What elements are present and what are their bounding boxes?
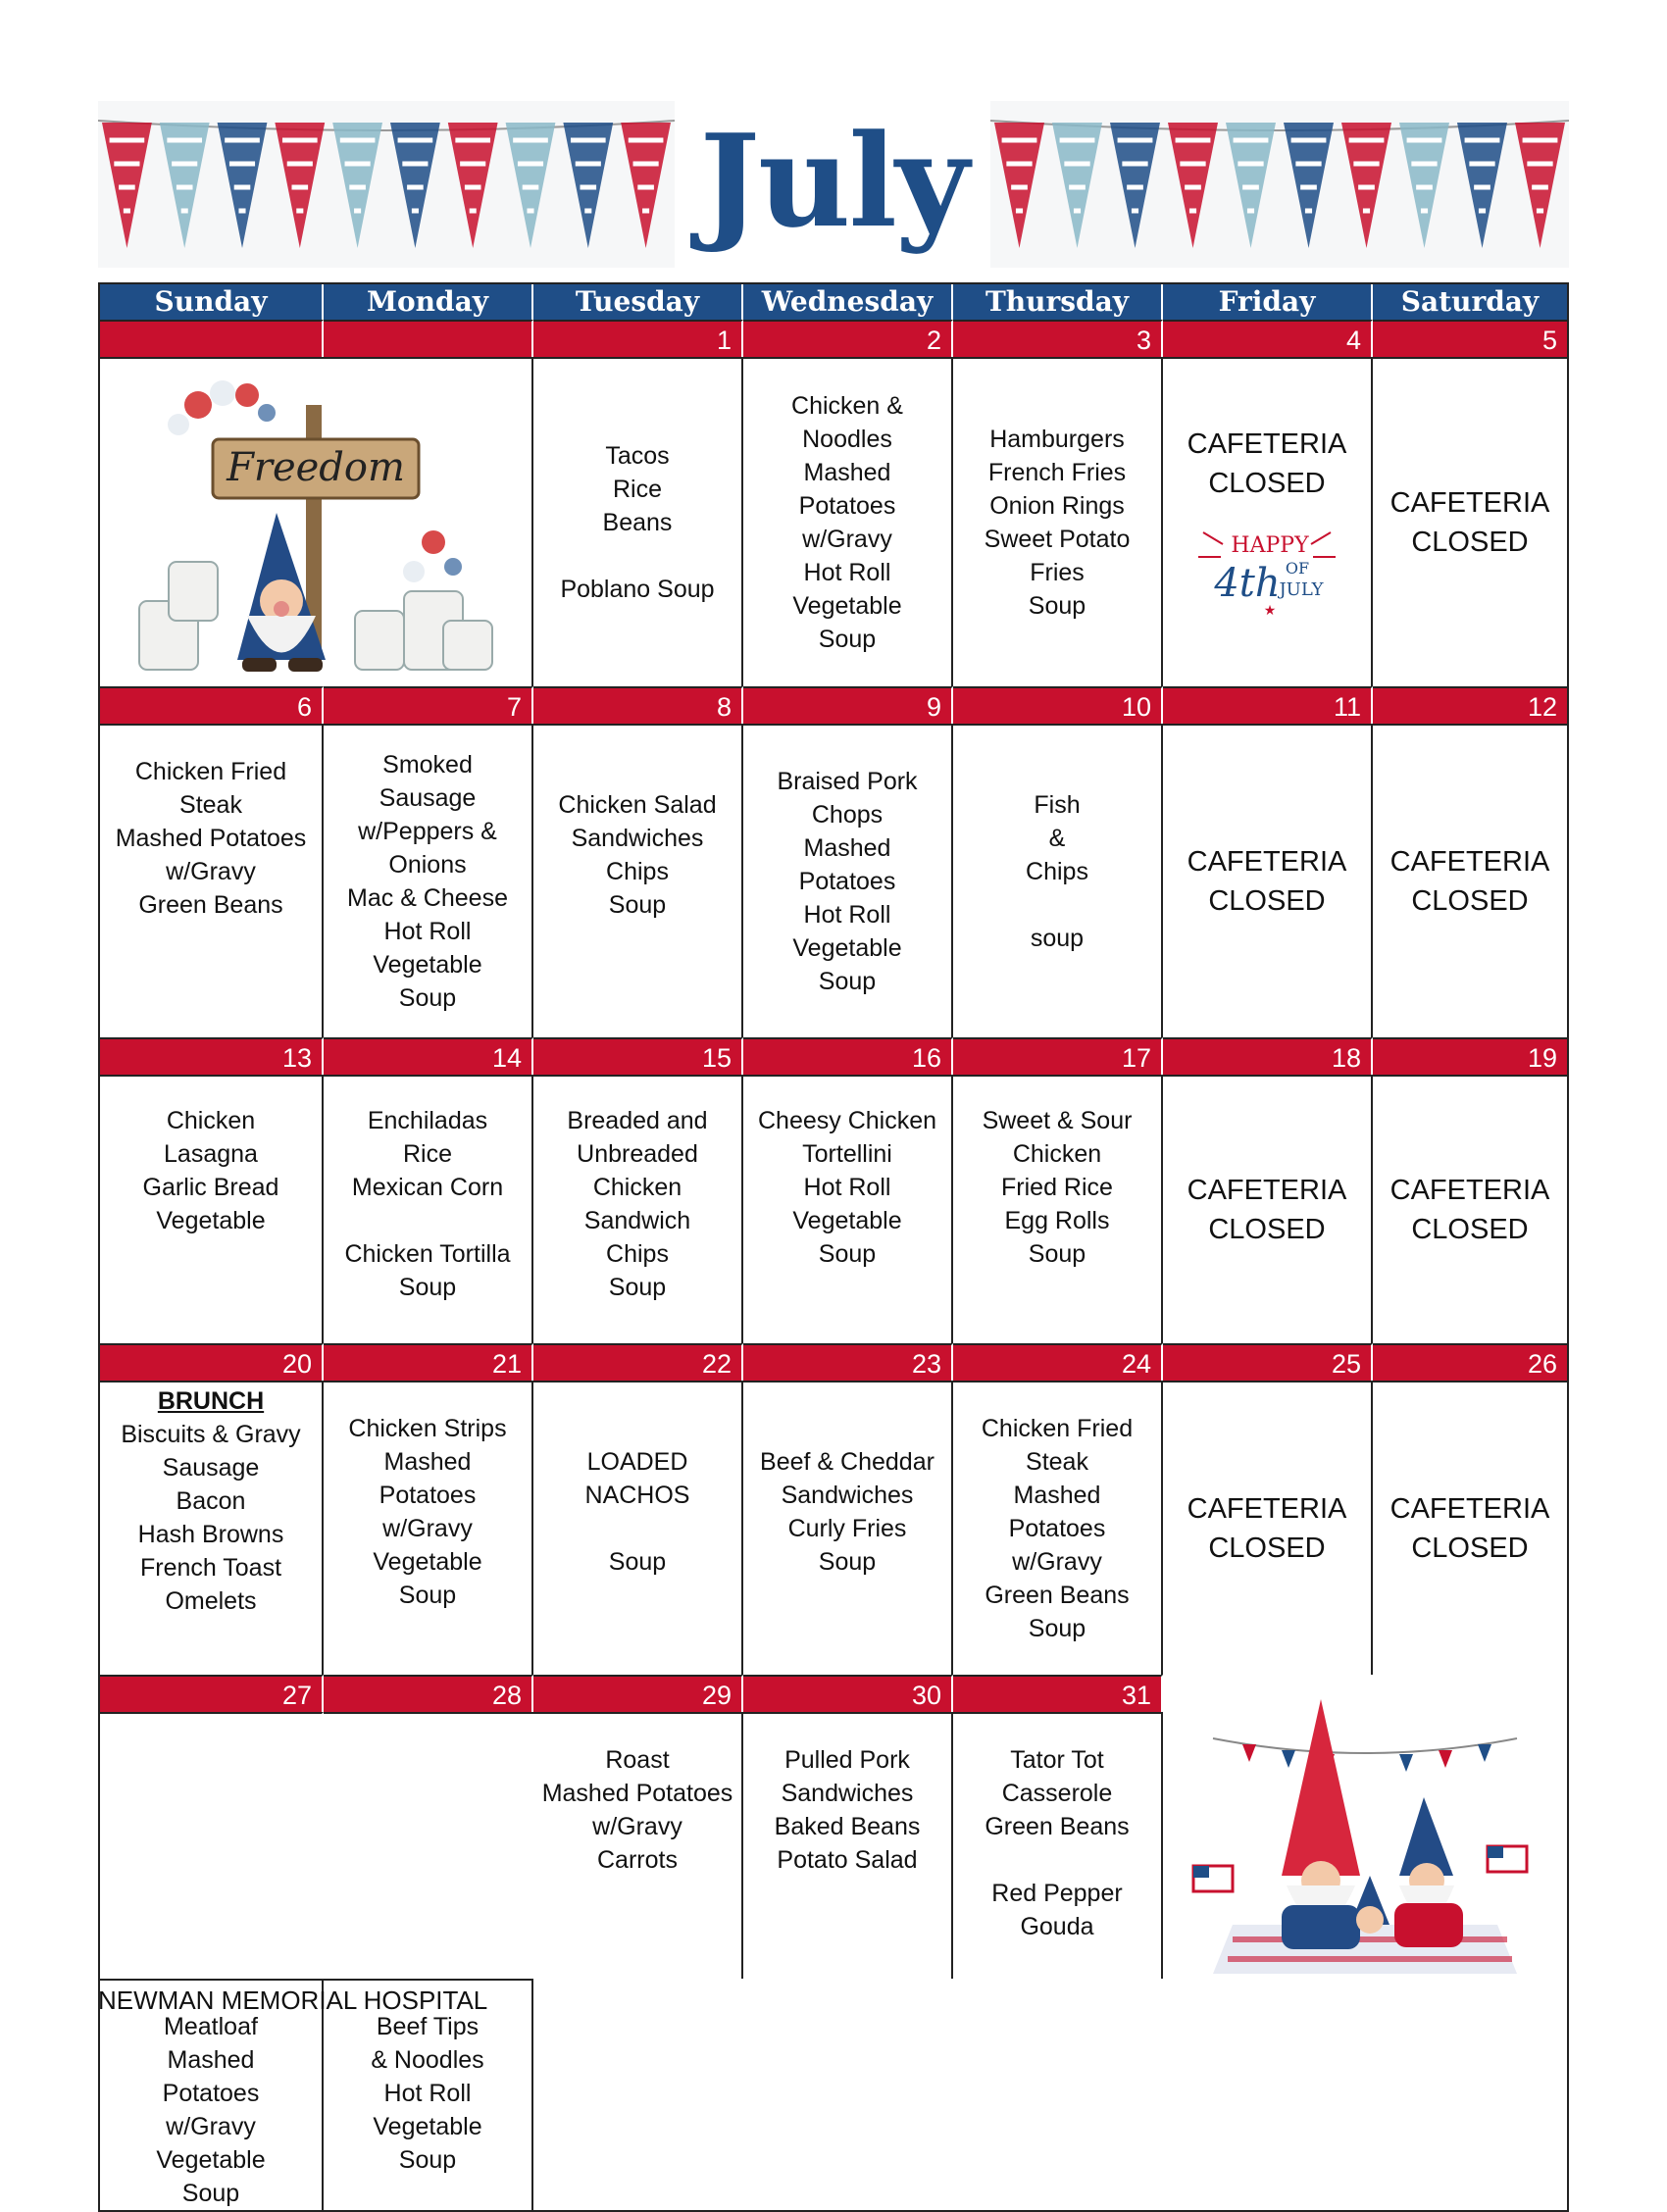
brunch-cell (100, 1381, 324, 1675)
date-number: 2 (743, 320, 953, 357)
date-number: 10 (953, 686, 1163, 724)
menu-cell: LOADED NACHOS Soup (533, 1381, 743, 1675)
menu-cell: Roast Mashed Potatoes w/Gravy Carrots (533, 1712, 743, 1979)
svg-text:4th: 4th (1214, 561, 1281, 606)
closed-cell: CAFETERIA CLOSED (1373, 1381, 1567, 1675)
dow-monday: Monday (324, 284, 533, 320)
freedom-gnome-icon (120, 366, 512, 679)
menu-cell: Beef & Cheddar Sandwiches Curly Fries Soup (743, 1381, 953, 1675)
date-number: 25 (1163, 1343, 1373, 1381)
dow-tuesday: Tuesday (533, 284, 743, 320)
date-number: 14 (324, 1037, 533, 1075)
date-number: 22 (533, 1343, 743, 1381)
menu-cell: Hamburgers French Fries Onion Rings Sweet Potato Fries Soup (953, 357, 1163, 686)
bunting-banner-left (98, 101, 675, 268)
week-row (100, 686, 1567, 1037)
bunting-flags-right-icon (990, 101, 1569, 268)
date-number: 28 (324, 1675, 533, 1712)
freedom-gnome-illustration (100, 357, 533, 686)
menu-cell: Smoked Sausage w/Peppers & Onions Mac & Cheese Hot Roll Vegetable Soup (324, 724, 533, 1037)
week-row (100, 1343, 1567, 1675)
date-number: 13 (100, 1037, 324, 1075)
date-number: 30 (743, 1675, 953, 1712)
menu-cell: Cheesy Chicken Tortellini Hot Roll Vegetable Soup (743, 1075, 953, 1343)
menu-cell: Fish & Chips soup (953, 724, 1163, 1037)
date-number: 17 (953, 1037, 1163, 1075)
freedom-sign-text: Freedom (227, 445, 405, 490)
menu-cell: Braised Pork Chops Mashed Potatoes Hot Roll Vegetable Soup (743, 724, 953, 1037)
date-number: 5 (1373, 320, 1567, 357)
menu-cell: Chicken Fried Steak Mashed Potatoes w/Gravy Green Beans (100, 724, 324, 1037)
closed-cell: CAFETERIA CLOSED (1373, 724, 1567, 1037)
closed-cell (1163, 357, 1373, 686)
date-number: 8 (533, 686, 743, 724)
date-number: 18 (1163, 1037, 1373, 1075)
dow-sunday: Sunday (100, 284, 324, 320)
menu-cell: Pulled Pork Sandwiches Baked Beans Potato Salad (743, 1712, 953, 1979)
closed-cell: CAFETERIA CLOSED (1163, 1075, 1373, 1343)
menu-cell: Enchiladas Rice Mexican Corn Chicken Tortilla Soup (324, 1075, 533, 1343)
date-number: 3 (953, 320, 1163, 357)
date-number: 9 (743, 686, 953, 724)
menu-calendar (98, 282, 1569, 2212)
picnic-gnomes-illustration (1163, 1675, 1567, 1979)
brunch-menu: Biscuits & Gravy Sausage Bacon Hash Browns French Toast Omelets (121, 1421, 301, 1615)
svg-text:OF: OF (1285, 559, 1310, 578)
menu-cell: Chicken Lasagna Garlic Bread Vegetable (100, 1075, 324, 1343)
date-number: 31 (953, 1675, 1163, 1712)
menu-cell: Tator Tot Casserole Green Beans Red Pepper Gouda (953, 1712, 1163, 1979)
date-number: 4 (1163, 320, 1373, 357)
picnic-gnomes-icon (1174, 1680, 1556, 1974)
closed-cell: CAFETERIA CLOSED (1163, 724, 1373, 1037)
date-number: 26 (1373, 1343, 1567, 1381)
week-row (100, 1037, 1567, 1343)
date-number: 12 (1373, 686, 1567, 724)
svg-text:JULY: JULY (1279, 579, 1324, 600)
week-row (100, 1675, 1567, 2210)
closed-cell: CAFETERIA CLOSED (1163, 1381, 1373, 1675)
menu-cell: Chicken & Noodles Mashed Potatoes w/Gravy Hot Roll Vegetable Soup (743, 357, 953, 686)
menu-cell: Sweet & Sour Chicken Fried Rice Egg Rolls Soup (953, 1075, 1163, 1343)
menu-cell: Meatloaf Mashed Potatoes w/Gravy Vegetable Soup (100, 1979, 324, 2210)
happy-4th-of-july-icon (1193, 513, 1340, 621)
date-number: 21 (324, 1343, 533, 1381)
date-number: 27 (100, 1675, 324, 1712)
closed-cell: CAFETERIA CLOSED (1373, 1075, 1567, 1343)
date-number (324, 320, 533, 357)
dow-saturday: Saturday (1400, 285, 1540, 318)
brunch-heading: BRUNCH (157, 1387, 265, 1415)
menu-cell: Chicken Strips Mashed Potatoes w/Gravy Vegetable Soup (324, 1381, 533, 1675)
menu-cell: Breaded and Unbreaded Chicken Sandwich Chips Soup (533, 1075, 743, 1343)
bunting-flags-left-icon (98, 101, 675, 268)
date-number: 7 (324, 686, 533, 724)
bunting-banner-right (990, 101, 1569, 268)
date-number: 24 (953, 1343, 1163, 1381)
date-number-empty (324, 1712, 533, 1979)
day-of-week-header (100, 284, 1567, 320)
footer-hospital-name: NEWMAN MEMORIAL HOSPITAL (98, 1986, 488, 2015)
closed-cell: CAFETERIA CLOSED (1373, 357, 1567, 686)
menu-cell: Beef Tips & Noodles Hot Roll Vegetable Soup (324, 1979, 533, 2210)
date-number: 29 (533, 1675, 743, 1712)
date-number: 19 (1373, 1037, 1567, 1075)
date-number: 6 (100, 686, 324, 724)
date-number: 16 (743, 1037, 953, 1075)
date-number: 23 (743, 1343, 953, 1381)
menu-cell: Chicken Fried Steak Mashed Potatoes w/Gravy Green Beans Soup (953, 1381, 1163, 1675)
date-number: 20 (100, 1343, 324, 1381)
date-number-empty (100, 1712, 324, 1979)
dow-wednesday: Wednesday (743, 284, 953, 320)
svg-text:HAPPY: HAPPY (1231, 533, 1309, 558)
svg-text:★: ★ (1263, 602, 1277, 618)
date-number: 15 (533, 1037, 743, 1075)
closed-label: CAFETERIA CLOSED (1187, 428, 1347, 499)
page-title: July (699, 106, 968, 256)
menu-cell: Chicken Salad Sandwiches Chips Soup (533, 724, 743, 1037)
menu-cell: Tacos Rice Beans Poblano Soup (533, 357, 743, 686)
dow-friday: Friday (1163, 284, 1373, 320)
date-number: 11 (1163, 686, 1373, 724)
week-row (100, 320, 1567, 686)
date-number: 1 (533, 320, 743, 357)
dow-thursday: Thursday (953, 284, 1163, 320)
date-number (100, 320, 324, 357)
